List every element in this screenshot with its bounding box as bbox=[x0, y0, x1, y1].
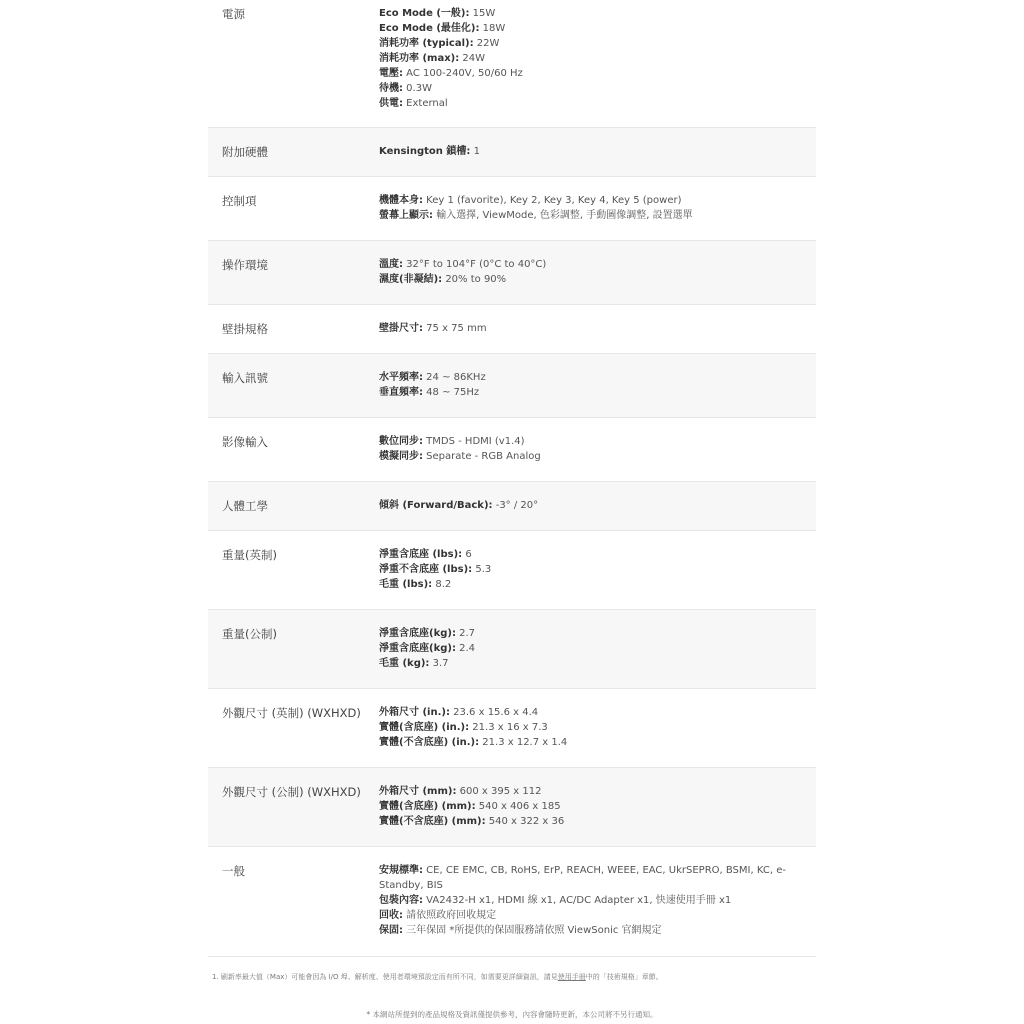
spec-values bbox=[379, 689, 816, 767]
spec-key: 水平頻率: bbox=[379, 372, 423, 383]
spec-key: 外箱尺寸 (mm): bbox=[379, 786, 457, 797]
spec-value: -3° / 20° bbox=[492, 500, 539, 511]
spec-key: 濕度(非凝結): bbox=[379, 274, 443, 285]
spec-line bbox=[379, 784, 808, 799]
spec-value: VA2432-H x1, HDMI 線 x1, AC/DC Adapter x1, 快速使用手冊 x1 bbox=[423, 895, 732, 906]
spec-line bbox=[379, 66, 808, 81]
spec-key: 傾斜 (Forward/Back): bbox=[379, 500, 493, 511]
spec-key: 保固: bbox=[379, 925, 403, 936]
spec-row bbox=[208, 531, 816, 610]
spec-line bbox=[379, 96, 808, 111]
spec-key: 淨重不含底座 (lbs): bbox=[379, 564, 473, 575]
spec-key: 實體(含底座) (in.): bbox=[379, 722, 470, 733]
spec-line bbox=[379, 208, 808, 223]
spec-value: 21.3 x 12.7 x 1.4 bbox=[479, 737, 568, 748]
spec-label: 人體工學 bbox=[222, 499, 268, 513]
spec-key: 淨重含底座(kg): bbox=[379, 628, 456, 639]
spec-key: 機體本身: bbox=[379, 195, 423, 206]
disclaimer: * 本網站所提到的產品規格及資訊僅提供參考，內容會隨時更新，本公司將不另行通知。 bbox=[366, 1010, 658, 1019]
spec-line bbox=[379, 720, 808, 735]
spec-value: 15W bbox=[469, 8, 496, 19]
spec-label: 電源 bbox=[222, 7, 245, 21]
spec-line bbox=[379, 923, 808, 938]
spec-row bbox=[208, 128, 816, 177]
spec-line bbox=[379, 21, 808, 36]
spec-line bbox=[379, 6, 808, 21]
spec-line bbox=[379, 814, 808, 829]
spec-value: 20% to 90% bbox=[442, 274, 507, 285]
spec-value: 48 ~ 75Hz bbox=[423, 387, 480, 398]
spec-row bbox=[208, 241, 816, 305]
footnote-text: 1. 刷新率最大值（Max）可能會因為 I/O 埠、解析度、使用者環境預設定而有所不同，如需要更詳細資訊，請見 bbox=[212, 973, 558, 981]
spec-values bbox=[379, 177, 816, 240]
spec-key: 消耗功率 (max): bbox=[379, 53, 460, 64]
spec-value: 540 x 322 x 36 bbox=[485, 816, 565, 827]
spec-values bbox=[379, 418, 816, 481]
spec-value: 0.3W bbox=[403, 83, 432, 94]
spec-key: 實體(不含底座) (mm): bbox=[379, 816, 486, 827]
spec-values bbox=[379, 0, 816, 127]
spec-line bbox=[379, 562, 808, 577]
spec-key: 安規標準: bbox=[379, 865, 423, 876]
spec-value: 輸入選擇, ViewMode, 色彩調整, 手動圖像調整, 設置選單 bbox=[433, 210, 693, 221]
spec-value: 23.6 x 15.6 x 4.4 bbox=[449, 707, 539, 718]
spec-key: 消耗功率 (typical): bbox=[379, 38, 474, 49]
spec-value: 32°F to 104°F (0°C to 40°C) bbox=[403, 259, 547, 270]
spec-row bbox=[208, 305, 816, 354]
spec-value: 2.7 bbox=[455, 628, 476, 639]
spec-key: 毛重 (kg): bbox=[379, 658, 430, 669]
spec-key: Eco Mode (一般): bbox=[379, 8, 470, 19]
spec-value: 3.7 bbox=[429, 658, 449, 669]
spec-line bbox=[379, 81, 808, 96]
spec-key: 包裝內容: bbox=[379, 895, 423, 906]
spec-line bbox=[379, 321, 808, 336]
spec-value: 2.4 bbox=[455, 643, 476, 654]
spec-row bbox=[208, 847, 816, 957]
spec-label: 外觀尺寸 (公制) (WXHXD) bbox=[222, 785, 361, 799]
spec-key: 待機: bbox=[379, 83, 403, 94]
spec-value: 1 bbox=[470, 146, 480, 157]
spec-label: 重量(公制) bbox=[222, 627, 277, 641]
spec-line bbox=[379, 257, 808, 272]
spec-key: 毛重 (lbs): bbox=[379, 579, 433, 590]
spec-line bbox=[379, 385, 808, 400]
spec-value: 18W bbox=[479, 23, 506, 34]
spec-key: 淨重含底座 (lbs): bbox=[379, 549, 463, 560]
spec-key: 數位同步: bbox=[379, 436, 423, 447]
spec-line bbox=[379, 51, 808, 66]
spec-value: 8.2 bbox=[432, 579, 452, 590]
spec-key: 垂直頻率: bbox=[379, 387, 423, 398]
spec-key: 電壓: bbox=[379, 68, 403, 79]
spec-key: 回收: bbox=[379, 910, 403, 921]
user-manual-link[interactable]: 使用手冊 bbox=[557, 973, 586, 981]
spec-line bbox=[379, 641, 808, 656]
spec-values bbox=[379, 241, 816, 304]
spec-line bbox=[379, 547, 808, 562]
spec-key: 淨重含底座(kg): bbox=[379, 643, 456, 654]
spec-label: 外觀尺寸 (英制) (WXHXD) bbox=[222, 706, 361, 720]
spec-value: 75 x 75 mm bbox=[423, 323, 487, 334]
spec-value: 540 x 406 x 185 bbox=[475, 801, 561, 812]
spec-key: 實體(不含底座) (in.): bbox=[379, 737, 480, 748]
spec-values bbox=[379, 847, 816, 956]
spec-row bbox=[208, 354, 816, 418]
spec-key: 溫度: bbox=[379, 259, 403, 270]
spec-value: Separate - RGB Analog bbox=[423, 451, 541, 462]
spec-key: 外箱尺寸 (in.): bbox=[379, 707, 450, 718]
spec-value: 24 ~ 86KHz bbox=[423, 372, 486, 383]
spec-values bbox=[379, 610, 816, 688]
spec-label: 操作環境 bbox=[222, 258, 268, 272]
spec-value: Key 1 (favorite), Key 2, Key 3, Key 4, Key 5 (power) bbox=[423, 195, 682, 206]
spec-line bbox=[379, 193, 808, 208]
spec-label: 重量(英制) bbox=[222, 548, 277, 562]
spec-line bbox=[379, 908, 808, 923]
spec-values bbox=[379, 354, 816, 417]
spec-table bbox=[208, 0, 816, 957]
spec-row bbox=[208, 0, 816, 128]
spec-value: 三年保固 *所提供的保固服務請依照 ViewSonic 官網規定 bbox=[403, 925, 662, 936]
spec-line bbox=[379, 434, 808, 449]
spec-value: CE, CE EMC, CB, RoHS, ErP, REACH, WEEE, EAC, UkrSEPRO, BSMI, KC, e-Standby, BIS bbox=[379, 865, 786, 891]
spec-line bbox=[379, 36, 808, 51]
spec-key: 壁掛尺寸: bbox=[379, 323, 423, 334]
spec-line bbox=[379, 577, 808, 592]
spec-value: 24W bbox=[459, 53, 486, 64]
spec-value: 600 x 395 x 112 bbox=[456, 786, 542, 797]
spec-label: 附加硬體 bbox=[222, 145, 268, 159]
spec-line bbox=[379, 370, 808, 385]
spec-value: 22W bbox=[473, 38, 500, 49]
spec-values bbox=[379, 768, 816, 846]
spec-key: Kensington 鎖槽: bbox=[379, 146, 471, 157]
spec-value: 5.3 bbox=[472, 564, 492, 575]
spec-label: 壁掛規格 bbox=[222, 322, 268, 336]
spec-value: 請依照政府回收規定 bbox=[403, 910, 497, 921]
spec-row bbox=[208, 418, 816, 482]
spec-row bbox=[208, 610, 816, 689]
spec-values bbox=[379, 531, 816, 609]
spec-values bbox=[379, 482, 816, 530]
spec-key: Eco Mode (最佳化): bbox=[379, 23, 480, 34]
spec-line bbox=[379, 893, 808, 908]
spec-line bbox=[379, 626, 808, 641]
spec-label: 影像輸入 bbox=[222, 435, 268, 449]
spec-value: 6 bbox=[462, 549, 472, 560]
spec-key: 模擬同步: bbox=[379, 451, 423, 462]
spec-row bbox=[208, 689, 816, 768]
spec-value: TMDS - HDMI (v1.4) bbox=[423, 436, 525, 447]
spec-line bbox=[379, 272, 808, 287]
spec-row bbox=[208, 768, 816, 847]
footnote-text-end: 中的「技術規格」章節。 bbox=[585, 973, 663, 981]
spec-key: 供電: bbox=[379, 98, 403, 109]
spec-line bbox=[379, 498, 808, 513]
spec-line bbox=[379, 799, 808, 814]
spec-value: 21.3 x 16 x 7.3 bbox=[469, 722, 548, 733]
spec-label: 輸入訊號 bbox=[222, 371, 268, 385]
spec-values bbox=[379, 305, 816, 353]
spec-row bbox=[208, 177, 816, 241]
spec-line bbox=[379, 705, 808, 720]
spec-row bbox=[208, 482, 816, 531]
spec-label: 控制項 bbox=[222, 194, 257, 208]
spec-line bbox=[379, 863, 808, 893]
spec-key: 實體(含底座) (mm): bbox=[379, 801, 476, 812]
spec-line bbox=[379, 449, 808, 464]
footnote bbox=[212, 972, 812, 982]
spec-key: 螢幕上顯示: bbox=[379, 210, 433, 221]
spec-line bbox=[379, 656, 808, 671]
spec-values bbox=[379, 128, 816, 176]
spec-line bbox=[379, 144, 808, 159]
spec-label: 一般 bbox=[222, 864, 245, 878]
spec-value: External bbox=[403, 98, 448, 109]
spec-line bbox=[379, 735, 808, 750]
spec-value: AC 100-240V, 50/60 Hz bbox=[403, 68, 523, 79]
